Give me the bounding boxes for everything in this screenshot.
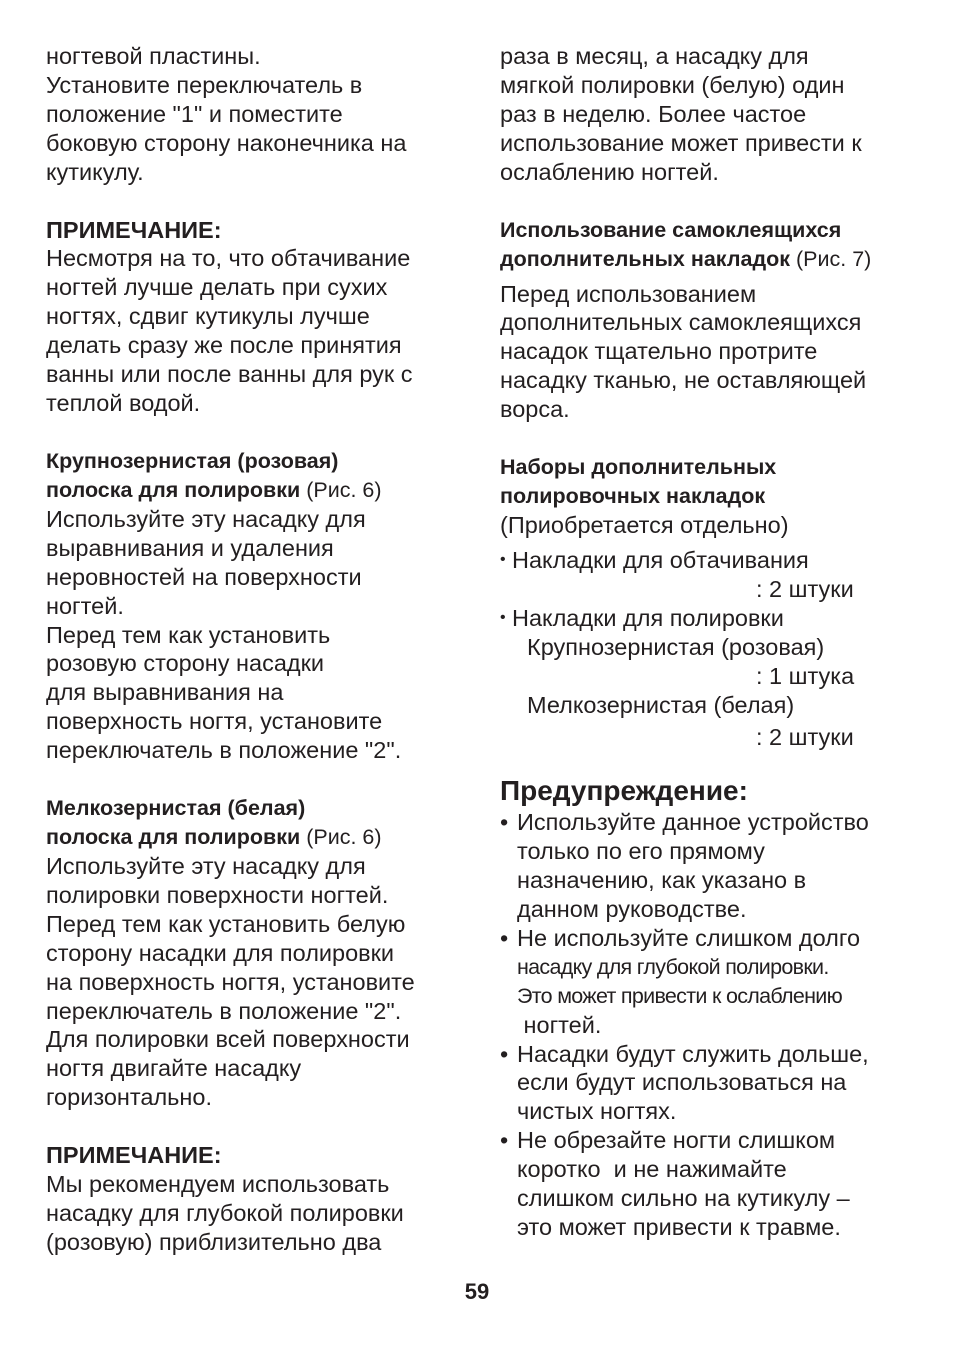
- text-line: назначению, как указано в: [517, 867, 807, 894]
- text-line: полировки поверхности ногтей.: [46, 881, 389, 908]
- right-column: [500, 42, 920, 1242]
- text-line: переключатель в положение "2".: [46, 997, 402, 1024]
- bullet-icon: •: [500, 1127, 509, 1154]
- text-line: теплой водой.: [46, 389, 201, 416]
- text-line: Используйте эту насадку для: [46, 505, 366, 532]
- heading-bold-text: дополнительных накладок: [500, 246, 790, 271]
- text-line: данном руководстве.: [517, 896, 747, 923]
- warning-text: Насадки будут служить дольше,: [517, 1040, 869, 1067]
- text-line: насадку тканью, не оставляющей: [500, 367, 867, 394]
- quantity: : 2 штуки: [756, 724, 854, 751]
- warning-section: [500, 774, 920, 1242]
- bullet-icon: •: [500, 550, 506, 568]
- text-line: поверхность ногтя, установите: [46, 708, 383, 735]
- text-line: кутикулу.: [46, 158, 144, 185]
- warning-item: [500, 924, 920, 1040]
- text-line: для выравнивания на: [46, 679, 284, 706]
- text-line: чистых ногтях.: [517, 1098, 677, 1125]
- note-heading: ПРИМЕЧАНИЕ:: [46, 216, 222, 243]
- note-section: [46, 216, 466, 418]
- text-line: слишком сильно на кутикулу –: [517, 1185, 850, 1212]
- text-line: ногтевой пластины.: [46, 43, 261, 69]
- text-line: если будут использоваться на: [517, 1069, 847, 1096]
- section-heading: Крупнозернистая (розовая): [46, 448, 339, 473]
- text-line: Перед тем как установить белую: [46, 910, 406, 937]
- figure-reference: (Рис. 6): [306, 825, 382, 850]
- sub-item-label: Крупнозернистая (розовая): [527, 633, 825, 660]
- text-line: насадок тщательно протрите: [500, 338, 818, 365]
- text-line: ослаблению ногтей.: [500, 158, 719, 185]
- quantity: : 1 штука: [756, 662, 855, 689]
- text-line: выравнивания и удаления: [46, 534, 334, 561]
- warning-item: [500, 808, 920, 924]
- warning-item: [500, 1040, 920, 1127]
- text-line: [500, 924, 920, 953]
- text-line: ногтей.: [517, 1011, 602, 1038]
- text-line: ногтях, сдвиг кутикулы лучше: [46, 303, 370, 330]
- bullet-icon: •: [500, 608, 506, 626]
- text-line: ворса.: [500, 396, 570, 423]
- text-line: на поверхность ногтя, установите: [46, 968, 415, 995]
- section-heading-line2: [500, 245, 920, 274]
- text-line: боковую сторону наконечника на: [46, 129, 407, 156]
- heading-bold-text: полоска для полировки: [46, 825, 301, 850]
- text-line: переключатель в положение "2".: [46, 737, 402, 764]
- text-line: Мы рекомендуем использовать: [46, 1171, 390, 1198]
- intro-text: [46, 42, 466, 187]
- warning-text: Не обрезайте ногти слишком: [517, 1127, 836, 1154]
- warning-text: Не используйте слишком долго: [517, 924, 861, 951]
- text-line: неровностей на поверхности: [46, 563, 362, 590]
- section-heading-line2: [46, 823, 466, 852]
- sold-separately-note: (Приобретается отдельно): [500, 512, 789, 539]
- warning-title: Предупреждение:: [500, 775, 748, 807]
- heading-bold-text: полоска для полировки: [46, 477, 301, 502]
- text-line: насадку для глубокой полировки.: [517, 954, 829, 979]
- section-heading: полировочных накладок: [500, 484, 766, 509]
- text-line: розовую сторону насадки: [46, 650, 325, 677]
- text-line: коротко и не нажимайте: [517, 1156, 787, 1183]
- text-line: раза в месяц, а насадку для: [500, 43, 809, 69]
- text-line: Перед использованием: [500, 280, 757, 307]
- section-heading: Мелкозернистая (белая): [46, 796, 306, 821]
- text-line: использование может привести к: [500, 129, 862, 156]
- text-line: Используйте эту насадку для: [46, 853, 366, 880]
- text-line: сторону насадки для полировки: [46, 939, 395, 966]
- text-line: это может привести к травме.: [517, 1214, 841, 1240]
- figure-reference: (Рис. 7): [795, 246, 872, 271]
- text-line: положение "1" и поместите: [46, 100, 343, 127]
- bullet-icon: •: [500, 809, 509, 836]
- note-heading: ПРИМЕЧАНИЕ:: [46, 1142, 222, 1169]
- bullet-icon: •: [500, 924, 509, 951]
- list-item: [500, 604, 920, 753]
- section-heading: Использование самоклеящихся: [500, 217, 842, 242]
- section-heading: Наборы дополнительных: [500, 455, 777, 480]
- fine-strip-section: [46, 794, 466, 1112]
- text-line: делать сразу же после принятия: [46, 332, 402, 359]
- left-column: [46, 42, 466, 1257]
- text-line: дополнительных самоклеящихся: [500, 309, 862, 336]
- text-line: только по его прямому: [517, 838, 765, 865]
- text-line: [500, 1126, 920, 1155]
- text-line: Это может привести к ослаблению: [517, 983, 843, 1008]
- text-line: Для полировки всей поверхности: [46, 1026, 410, 1053]
- warning-item: [500, 1126, 920, 1242]
- text-line: Перед тем как установить: [46, 621, 331, 648]
- intro-text: [500, 42, 920, 187]
- text-line: насадку для глубокой полировки: [46, 1200, 404, 1226]
- coarse-strip-section: [46, 447, 466, 765]
- text-line: ванны или после ванны для рук с: [46, 361, 413, 388]
- bullet-icon: •: [500, 1040, 509, 1067]
- text-line: Несмотря на то, что обтачивание: [46, 245, 411, 272]
- text-line: ногтей.: [46, 592, 124, 619]
- text-line: горизонтально.: [46, 1084, 212, 1111]
- figure-reference: (Рис. 6): [306, 477, 382, 502]
- text-line: [500, 1040, 920, 1069]
- note-section: [46, 1141, 466, 1257]
- list-item-label: Накладки для обтачивания: [512, 546, 809, 573]
- pad-sets-section: [500, 453, 920, 752]
- warning-text: Используйте данное устройство: [517, 809, 869, 836]
- list-item-label: Накладки для полировки: [512, 604, 784, 631]
- adhesive-pads-section: [500, 216, 920, 425]
- text-line: раз в неделю. Более частое: [500, 100, 807, 127]
- section-heading-line2: [46, 476, 466, 505]
- quantity: : 2 штуки: [756, 575, 854, 602]
- sub-item-label: Мелкозернистая (белая): [527, 691, 795, 718]
- list-item: [500, 546, 920, 604]
- page-number: 59: [464, 1279, 490, 1304]
- text-line: Установите переключатель в: [46, 71, 363, 98]
- text-line: мягкой полировки (белую) один: [500, 71, 845, 98]
- list-item-label-line: [500, 546, 920, 575]
- text-line: ногтя двигайте насадку: [46, 1055, 302, 1082]
- text-line: [500, 808, 920, 837]
- list-item-label-line: [500, 604, 920, 633]
- text-line: (розовую) приблизительно два: [46, 1228, 382, 1255]
- text-line: ногтей лучше делать при сухих: [46, 274, 388, 301]
